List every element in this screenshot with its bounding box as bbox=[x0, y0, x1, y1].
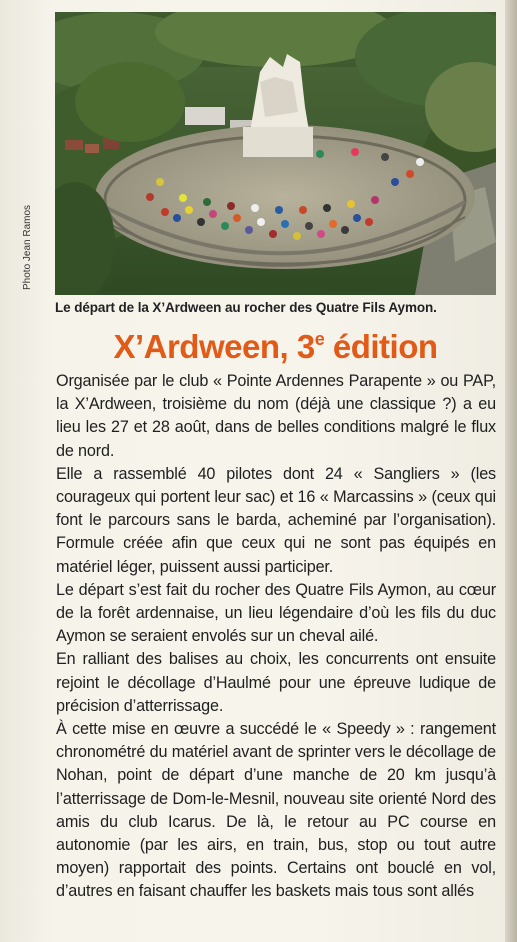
headline-superscript: e bbox=[314, 329, 325, 349]
photo-caption: Le départ de la X’Ardween au rocher des Quatre Fils Aymon. bbox=[55, 300, 437, 315]
article-headline bbox=[55, 327, 496, 367]
rock-monument-photo bbox=[55, 12, 496, 295]
page-edge bbox=[505, 0, 517, 942]
paragraph-1: Organisée par le club « Pointe Ardennes Parapente » ou PAP, la X’Ardween, troisième du nom (déjà une classique ?) a eu lieu les 27 et 28 août, dans de belles conditions malgré le flux de nord. bbox=[56, 372, 496, 460]
paragraph-4: En ralliant des balises au choix, les concurrents ont ensuite rejoint le décollage d’Haulmé pour une épreuve ludique de précision d’atterrissage. bbox=[56, 650, 496, 715]
photo-credit: Photo Jean Ramos bbox=[22, 204, 33, 290]
article-photo bbox=[55, 12, 496, 295]
paragraph-3: Le départ s’est fait du rocher des Quatre Fils Aymon, au cœur de la forêt ardennaise, un lieu légendaire d’où les fils du duc Aymon se seraient envolés sur un cheval ailé. bbox=[56, 580, 496, 646]
headline-main: X’Ardween, 3 bbox=[113, 328, 315, 365]
article-body bbox=[56, 370, 496, 904]
paragraph-2: Elle a rassemblé 40 pilotes dont 24 « Sangliers » (les courageux qui portent leur sac) et 16 « Marcassins » (ceux qui font le parcours sans le barda, acheminé par l’organisation). Formule créée afin que ceux qui ne sont pas équipés en matériel léger, puissent aussi participer. bbox=[56, 464, 496, 576]
paragraph-5: À cette mise en œuvre a succédé le « Speedy » : rangement chronométré du matériel avant de sprinter vers le décollage de Nohan, point de départ d’une manche de 20 km jusqu’à l’atterrissage de Dom-le-Mesnil, nouveau site orienté Nord des amis du club Icarus. De là, le retour au PC course en autonomie (par les airs, en train, bus, stop ou tout autre moyen) rapportait des points. Certains ont bouclé en vol, d’autres en faisant chauffer les baskets mais tous sont allés bbox=[56, 720, 496, 901]
headline-tail: édition bbox=[324, 328, 438, 365]
